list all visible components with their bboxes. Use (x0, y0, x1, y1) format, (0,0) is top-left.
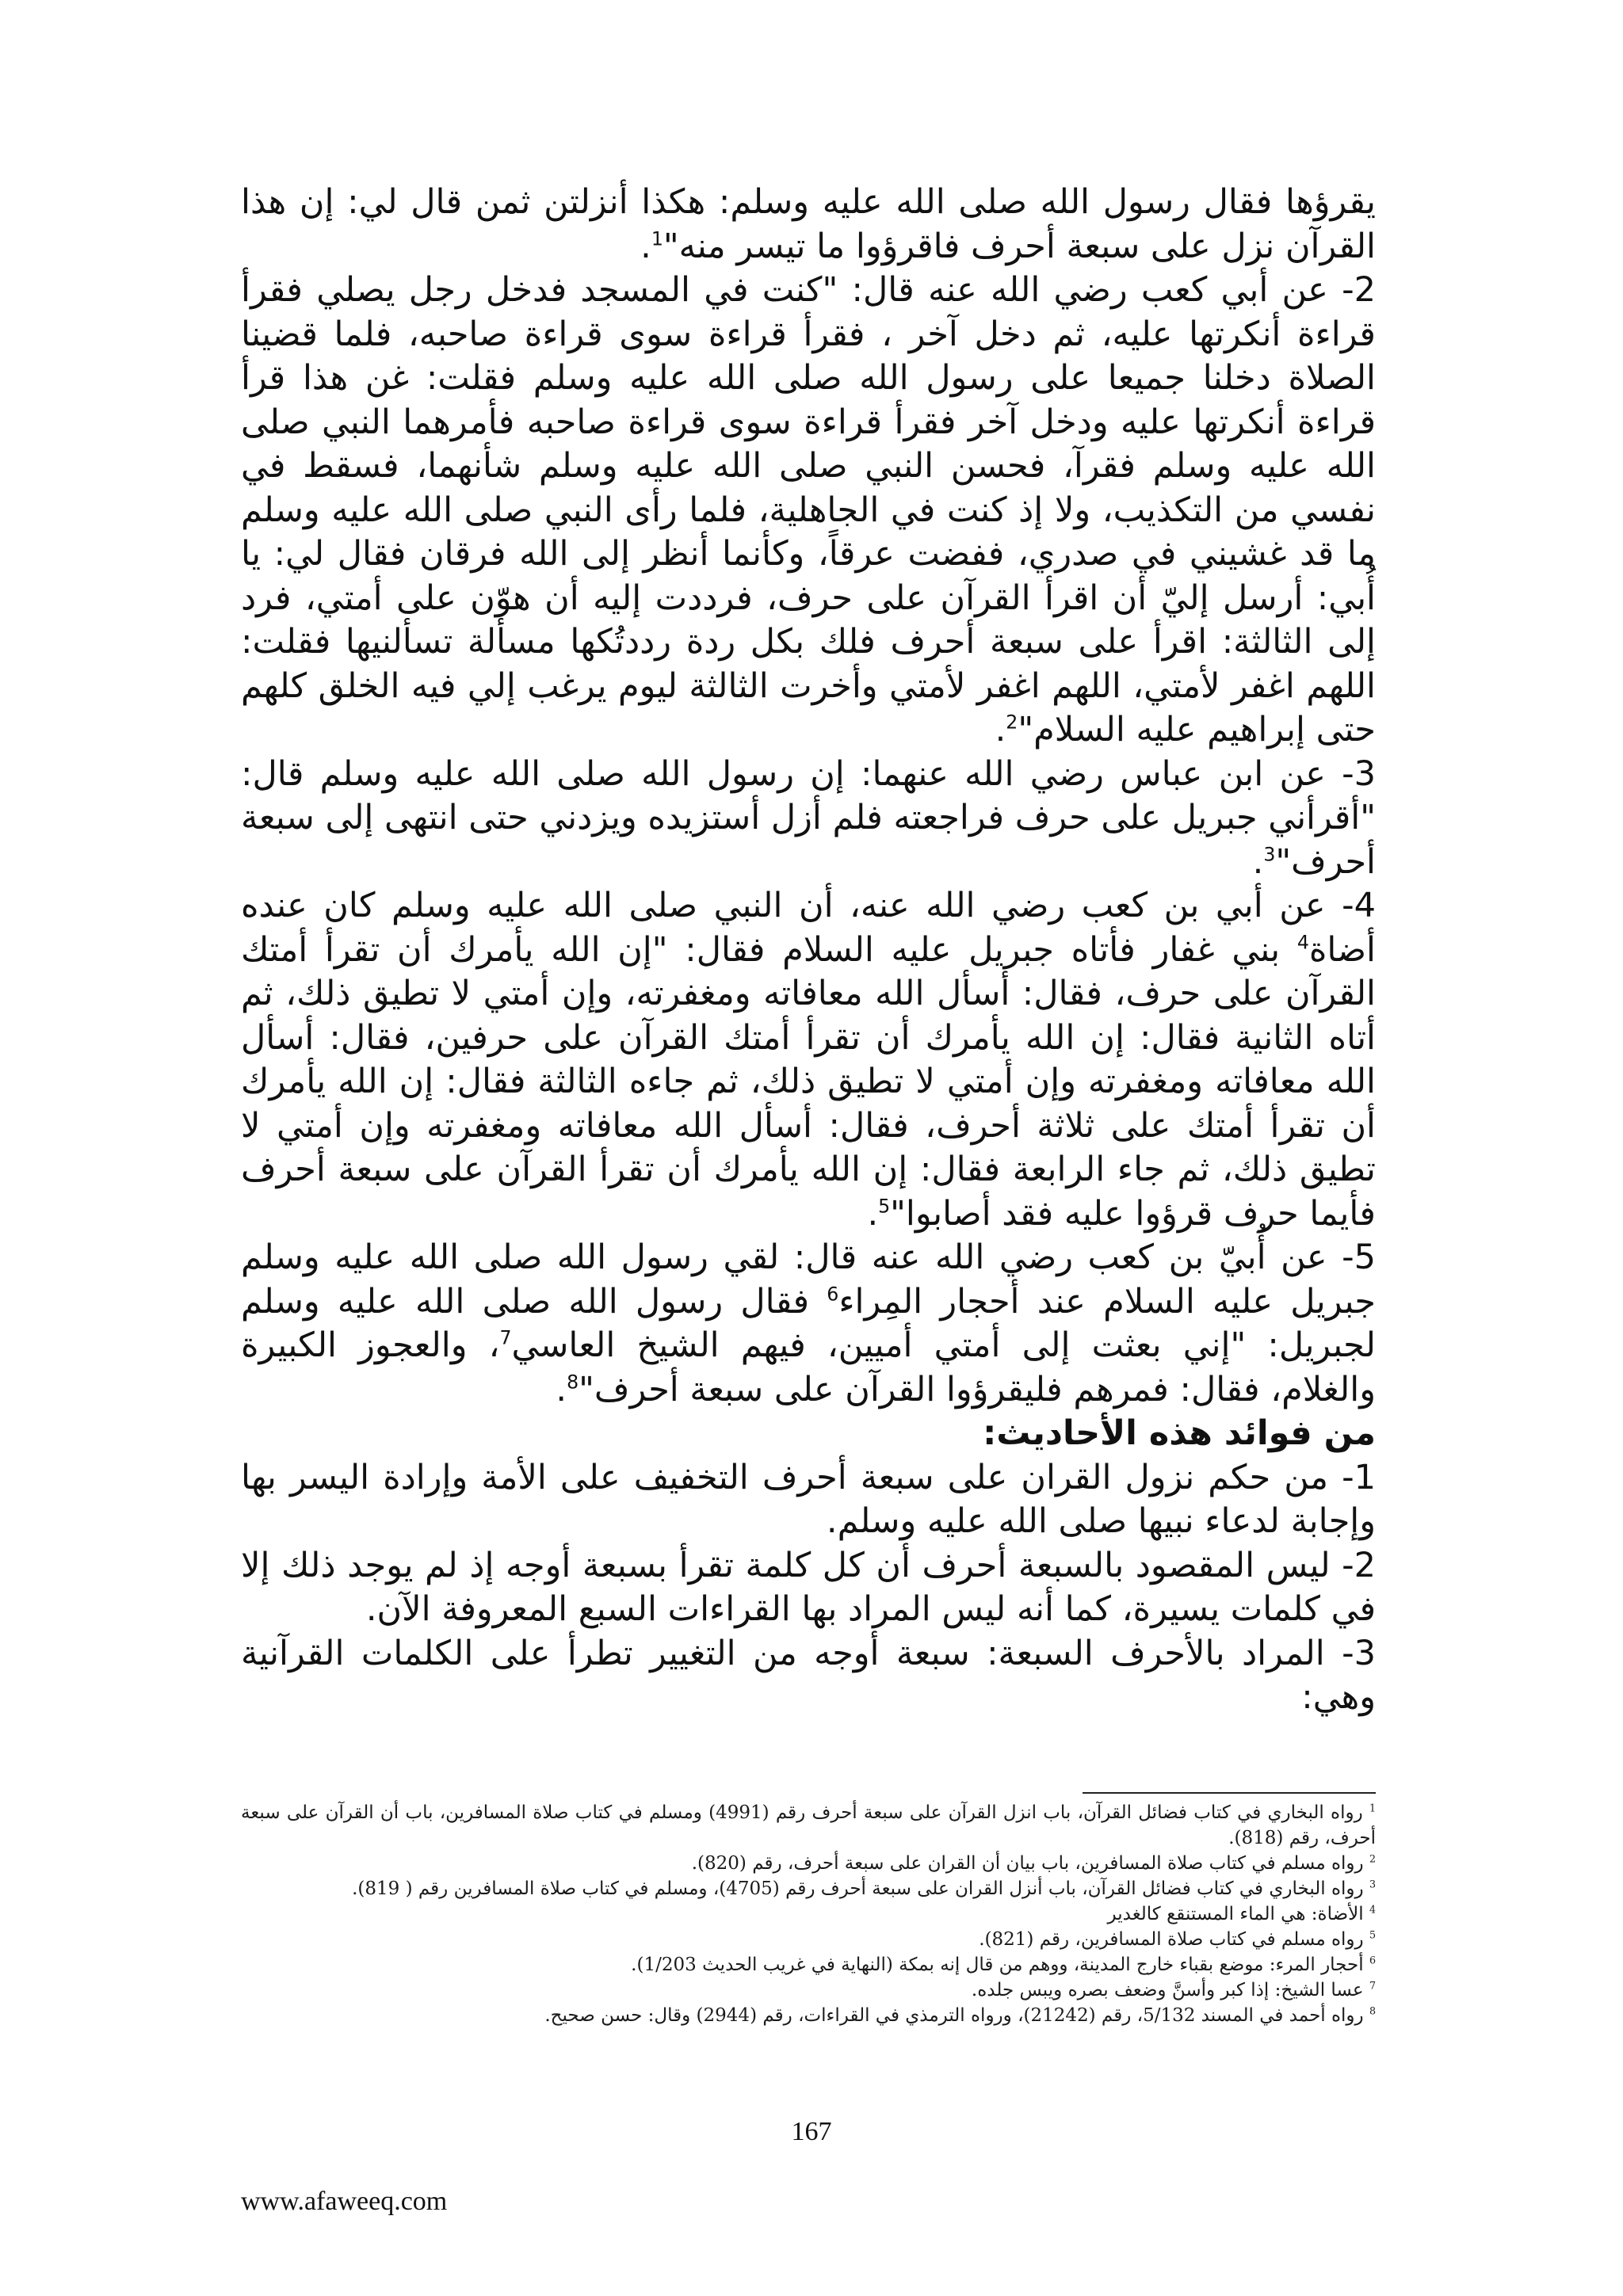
paragraph-text: 2- عن أبي كعب رضي الله عنه قال: "كنت في المسجد فدخل رجل يصلي فقرأ قراءة أنكرتها عليه، ثم دخل آخر ، فقرأ قراءة سوى قراءة صاحبه، فلما قضينا الصلاة دخلنا جميعا على رسول الله صلى الله عليه وسلم فقلت: غن هذا قرأ قراءة أنكرتها عليه ودخل آخر فقرأ قراءة سوى قراءة صاحبه فأمرهما النبي صلى الله عليه وسلم فقرآ، فحسن النبي صلى الله عليه وسلم شأنهما، فسقط في نفسي من التكذيب، ولا إذ كنت في الجاهلية، فلما رأى النبي صلى الله عليه وسلم ما قد غشيني في صدري، ففضت عرقاً، وكأنما أنظر إلى الله فرقان فقال لي: يا أُبي: أرسل إليّ أن اقرأ القرآن على حرف، فرددت إليه أن هوّن على أمتي، فرد إلى الثالثة: اقرأ على سبعة أحرف فلك بكل ردة رددتُكها مسألة تسألنيها فقلت: اللهم اغفر لأمتي، اللهم اغفر لأمتي وأخرت الثالثة ليوم يرغب إلي فيه الخلق كلهم حتى إبراهيم عليه السلام" (241, 270, 1376, 749)
footnote-number: 7 (1369, 1979, 1376, 1992)
footnote-ref[interactable]: 6 (827, 1283, 839, 1306)
footnote (241, 1901, 1376, 1927)
footnote-number: 2 (1369, 1852, 1376, 1865)
paragraph-text: . (867, 1193, 879, 1234)
footnote-ref[interactable]: 5 (878, 1195, 891, 1218)
footnote-ref[interactable]: 8 (567, 1371, 579, 1394)
paragraph-text: 5- عن أُبيّ بن كعب رضي الله عنه قال: لقي رسول الله صلى الله عليه وسلم جبريل عليه السلام عند أحجار المِراء (241, 1238, 1377, 1322)
footnote (241, 1927, 1376, 1952)
footnote-number: 6 (1369, 1954, 1376, 1966)
footnote-number: 1 (1369, 1802, 1377, 1814)
paragraph-text: 3- عن ابن عباس رضي الله عنهما: إن رسول الله صلى الله عليه وسلم قال: "أقرأني جبريل على حرف فراجعته فلم أزل أستزيده ويزدني حتى انتهى إلى سبعة أحرف" (241, 753, 1376, 882)
paragraph-text: بني غفار فأتاه جبريل عليه السلام فقال: "إن الله يأمرك أن تقرأ أمتك القرآن على حرف، فقال: أسأل الله معافاته ومغفرته، وإن أمتي لا تطيق ذلك، ثم أتاه الثانية فقال: إن الله يأمرك أن تقرأ أمتك القرآن على حرفين، فقال: أسأل الله معافاته ومغفرته وإن أمتي لا تطيق ذلك، ثم جاءه الثالثة فقال: إن الله يأمرك أن تقرأ أمتك على ثلاثة أحرف، فقال: أسأل الله معافاته ومغفرته وإن أمتي لا تطيق ذلك، ثم جاء الرابعة فقال: إن الله يأمرك أن تقرأ القرآن على سبعة أحرف فأيما حرف قرؤوا عليه فقد أصابوا" (241, 929, 1376, 1234)
footnote (241, 1800, 1376, 1851)
footnote-number: 3 (1369, 1878, 1376, 1890)
footnote (241, 2003, 1376, 2028)
footnote-ref[interactable]: 2 (1006, 711, 1018, 734)
paragraph-text: . (556, 1369, 567, 1409)
footnote (241, 1978, 1376, 2003)
paragraph-text: . (995, 710, 1006, 749)
footnote-text: الأضاة: هي الماء المستنقع كالغدير (1107, 1904, 1369, 1924)
footnote (241, 1876, 1376, 1901)
footnote-number: 5 (1369, 1928, 1376, 1941)
paragraph-text: يقرؤها فقال رسول الله صلى الله عليه وسلم: هكذا أنزلتن ثمن قال لي: إن هذا القرآن نزل على سبعة أحرف فاقرؤوا ما تيسر منه" (241, 182, 1376, 266)
footnote-number: 8 (1369, 2004, 1376, 2017)
footnote (241, 1851, 1376, 1876)
footnote-ref[interactable]: 1 (651, 227, 663, 250)
footnote (241, 1952, 1376, 1978)
paragraph (241, 884, 1376, 1236)
footnote-divider (1083, 1792, 1376, 1794)
footnote-text: عسا الشيخ: إذا كبر وأسنَّ وضعف بصره ويبس جلده. (971, 1980, 1369, 2000)
footnote-text: رواه البخاري في كتاب فضائل القرآن، باب أنزل القران على سبعة أحرف رقم (4705)، ومسلم في كتاب صلاة المسافرين رقم ( 819). (352, 1878, 1369, 1899)
paragraph (241, 753, 1376, 885)
benefit-point: 3- المراد بالأحرف السبعة: سبعة أوجه من التغيير تطرأ على الكلمات القرآنية وهي: (241, 1633, 1376, 1717)
website-url[interactable]: www.afaweeq.com (241, 2187, 448, 2216)
footnote-ref[interactable]: 7 (499, 1326, 512, 1349)
footnote-ref[interactable]: 3 (1263, 843, 1276, 866)
paragraph-text: ، والعجوز الكبيرة والغلام، فقال: فمرهم فليقرؤوا القرآن على سبعة أحرف" (241, 1325, 1376, 1409)
footnote-text: رواه مسلم في كتاب صلاة المسافرين، رقم (821). (979, 1929, 1369, 1950)
footnotes (241, 1800, 1376, 2028)
footnote-text: أحجار المرء: موضع بقباء خارج المدينة، ووهم من قال إنه بمكة (النهاية في غريب الحديث 1/203). (631, 1955, 1369, 1975)
footnote-text: رواه مسلم في كتاب صلاة المسافرين، باب بيان أن القران على سبعة أحرف، رقم (820). (691, 1853, 1369, 1874)
benefit-point: 2- ليس المقصود بالسبعة أحرف أن كل كلمة تقرأ بسبعة أوجه إذ لم يوجد ذلك إلا في كلمات يسيرة، كما أنه ليس المراد بها القراءات السبع المعروفة الآن. (241, 1545, 1376, 1629)
footnote-number: 4 (1369, 1903, 1376, 1916)
page-number: 167 (791, 2117, 832, 2146)
benefit-point: 1- من حكم نزول القران على سبعة أحرف التخفيف على الأمة وإرادة اليسر بها وإجابة لدعاء نبيها صلى الله عليه وسلم. (241, 1457, 1376, 1541)
main-text (241, 181, 1376, 1720)
paragraph-text: فقال رسول الله صلى الله عليه وسلم لجبريل: "إني بعثت إلى أمتي أميين، فيهم الشيخ العاسي (241, 1281, 1376, 1365)
section-heading: من فوائد هذه الأحاديث: (983, 1413, 1376, 1453)
footnote-ref[interactable]: 4 (1296, 931, 1309, 954)
footnote-text: رواه البخاري في كتاب فضائل القرآن، باب انزل القرآن على سبعة أحرف رقم (4991) ومسلم في كتاب صلاة المسافرين، باب أن القرآن على سبعة أحرف، رقم (818). (241, 1802, 1376, 1848)
paragraph-text: . (1252, 841, 1264, 882)
paragraph-text: 4- عن أبي بن كعب رضي الله عنه، أن النبي صلى الله عليه وسلم كان عنده أضاة (241, 886, 1376, 970)
paragraph (241, 269, 1376, 753)
paragraph (241, 1236, 1376, 1412)
paragraph-text: . (640, 226, 651, 266)
footnote-text: رواه أحمد في المسند 5/132، رقم (21242)، ورواه الترمذي في القراءات، رقم (2944) وقال: حسن صحيح. (544, 2005, 1369, 2026)
paragraph (241, 181, 1376, 269)
